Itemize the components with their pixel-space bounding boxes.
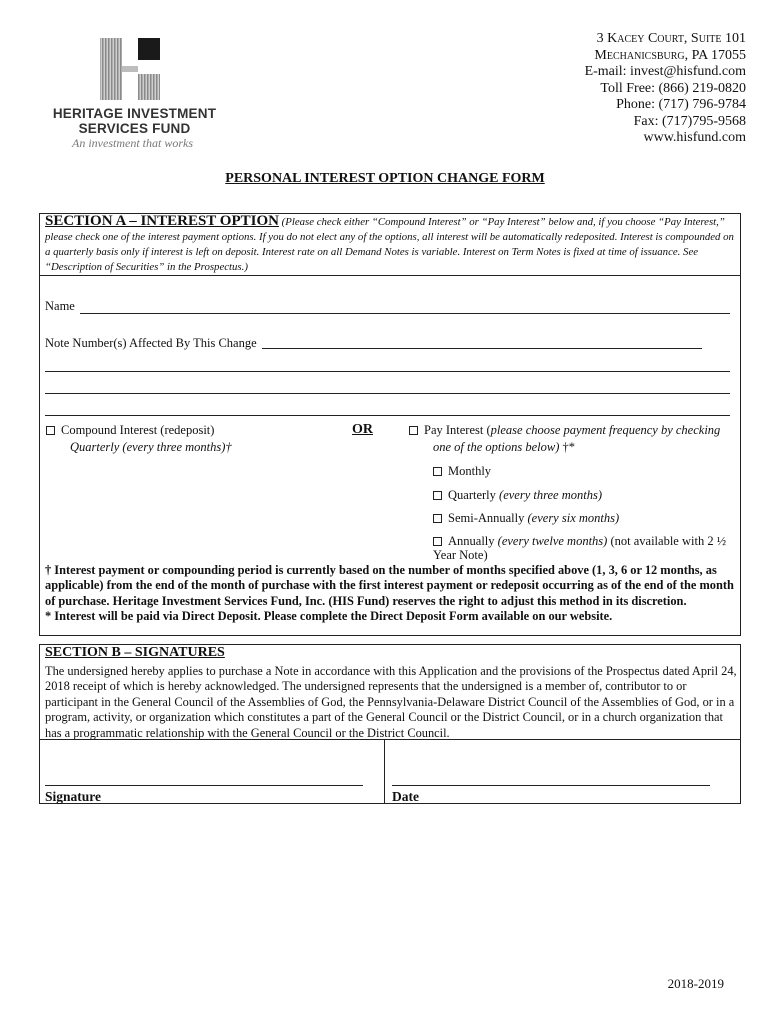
annually-label: Annually bbox=[448, 534, 498, 548]
street-address: 3 Kacey Court, Suite 101 bbox=[596, 31, 746, 46]
monthly-checkbox[interactable] bbox=[433, 467, 442, 476]
footer-year: 2018-2019 bbox=[667, 976, 724, 991]
monthly-option[interactable] bbox=[433, 464, 491, 479]
toll-free-phone: Toll Free: (866) 219-0820 bbox=[600, 80, 746, 96]
fax-number: Fax: (717)795-9568 bbox=[633, 113, 746, 129]
section-a-instructions: (Please check either “Compound Interest” or “Pay Interest” below and, if you choose “Pay Interest,” please check one of the interest payment options. If you do not elect any of the options, all interest will be automatically redeposited. Interest is compounded on a quarterly basis only if interest is left on deposit. Interest rate on all Demand Notes is variable. Interest on Term Notes is fixed at time of issuance. See “Description of Securities” in the Prospectus.) bbox=[45, 216, 734, 273]
semi-annually-label: Semi-Annually bbox=[448, 511, 528, 525]
phone-number: Phone: (717) 796-9784 bbox=[616, 97, 746, 112]
quarterly-label: Quarterly bbox=[448, 488, 500, 502]
annually-note: Year Note) bbox=[433, 548, 488, 562]
name-label: Name bbox=[45, 299, 75, 313]
section-a-divider bbox=[39, 275, 741, 276]
note-numbers-line-4[interactable] bbox=[45, 415, 730, 416]
compound-interest-checkbox[interactable] bbox=[46, 426, 55, 435]
quarterly-checkbox[interactable] bbox=[433, 491, 442, 500]
compound-frequency-label: Quarterly (every three months)† bbox=[70, 440, 232, 454]
city-address: Mechanicsburg, PA 17055 bbox=[594, 47, 746, 63]
section-b-text: The undersigned hereby applies to purchase a Note in accordance with this Application and the provisions of the Prospectus dated April 24, 2018 receipt of which is hereby acknowledged. The undersigned represents that the undersigned is a member of, contributor to or participant in the General Council of the Assemblies of God, the Pennsylvania-Delaware District Council of the Assemblies of God, or in a program, activity, or organization which constitutes a part of the General Council or the District Council, or in a church organization that has a programmatic relationship with the General Council or the District Council. bbox=[45, 664, 737, 740]
note-numbers-line-3[interactable] bbox=[45, 393, 730, 394]
section-a-heading: SECTION A – INTEREST OPTION bbox=[45, 213, 279, 229]
address-block bbox=[585, 31, 746, 147]
logo-tagline: An investment that works bbox=[72, 136, 193, 150]
monthly-label: Monthly bbox=[448, 464, 492, 478]
heritage-logo-icon bbox=[96, 36, 166, 102]
date-label: Date bbox=[392, 789, 419, 804]
website-link[interactable]: www.hisfund.com bbox=[643, 130, 746, 145]
name-field[interactable] bbox=[80, 313, 730, 314]
footnote-asterisk: * Interest will be paid via Direct Deposit. Please complete the Direct Deposit Form available on our website. bbox=[45, 608, 613, 623]
pay-interest-label: Pay Interest ( bbox=[424, 423, 491, 437]
footnote-dagger: † Interest payment or compounding period is currently based on the number of months specified above (1, 3, 6 or 12 months, as applicable) from the end of the month of purchase with the first interest payment or redeposit occurring as of the end of the month of purchase. Heritage Investment Services Fund, Inc. (HIS Fund) reserves the right to adjust this method in its discretion. bbox=[45, 563, 734, 608]
semi-annually-checkbox[interactable] bbox=[433, 514, 442, 523]
pay-interest-instruction: please choose payment frequency by checking bbox=[490, 423, 721, 437]
email-link[interactable]: E-mail: invest@hisfund.com bbox=[584, 64, 746, 79]
signature-label: Signature bbox=[45, 789, 102, 804]
section-b-heading: SECTION B – SIGNATURES bbox=[45, 645, 225, 660]
quarterly-option[interactable]: Quarterly (every three months) bbox=[433, 488, 602, 503]
pay-interest-line2: one of the options below) †* bbox=[433, 440, 575, 454]
signature-date-divider bbox=[384, 739, 385, 804]
note-numbers-label: Note Number(s) Affected By This Change bbox=[45, 336, 257, 350]
compound-interest-option[interactable] bbox=[46, 423, 214, 438]
pay-interest-option[interactable] bbox=[409, 423, 720, 438]
section-a-header bbox=[45, 214, 739, 275]
logo-name-line2: SERVICES FUND bbox=[78, 121, 191, 136]
or-label: OR bbox=[352, 422, 373, 437]
form-title: PERSONAL INTEREST OPTION CHANGE FORM bbox=[225, 171, 545, 186]
note-numbers-field[interactable] bbox=[262, 348, 702, 349]
date-field[interactable] bbox=[392, 785, 710, 786]
logo-name-line1: HERITAGE INVESTMENT bbox=[52, 106, 217, 121]
section-b-divider bbox=[39, 739, 741, 740]
section-a-footnotes bbox=[45, 563, 737, 624]
annually-checkbox[interactable] bbox=[433, 537, 442, 546]
annually-option[interactable]: Annually (every twelve months) (not available with 2 ½ bbox=[433, 534, 726, 549]
semi-annually-option[interactable]: Semi-Annually (every six months) bbox=[433, 511, 619, 526]
note-numbers-line-2[interactable] bbox=[45, 371, 730, 372]
compound-interest-label: Compound Interest (redeposit) bbox=[61, 423, 215, 437]
signature-field[interactable] bbox=[45, 785, 363, 786]
pay-interest-checkbox[interactable] bbox=[409, 426, 418, 435]
